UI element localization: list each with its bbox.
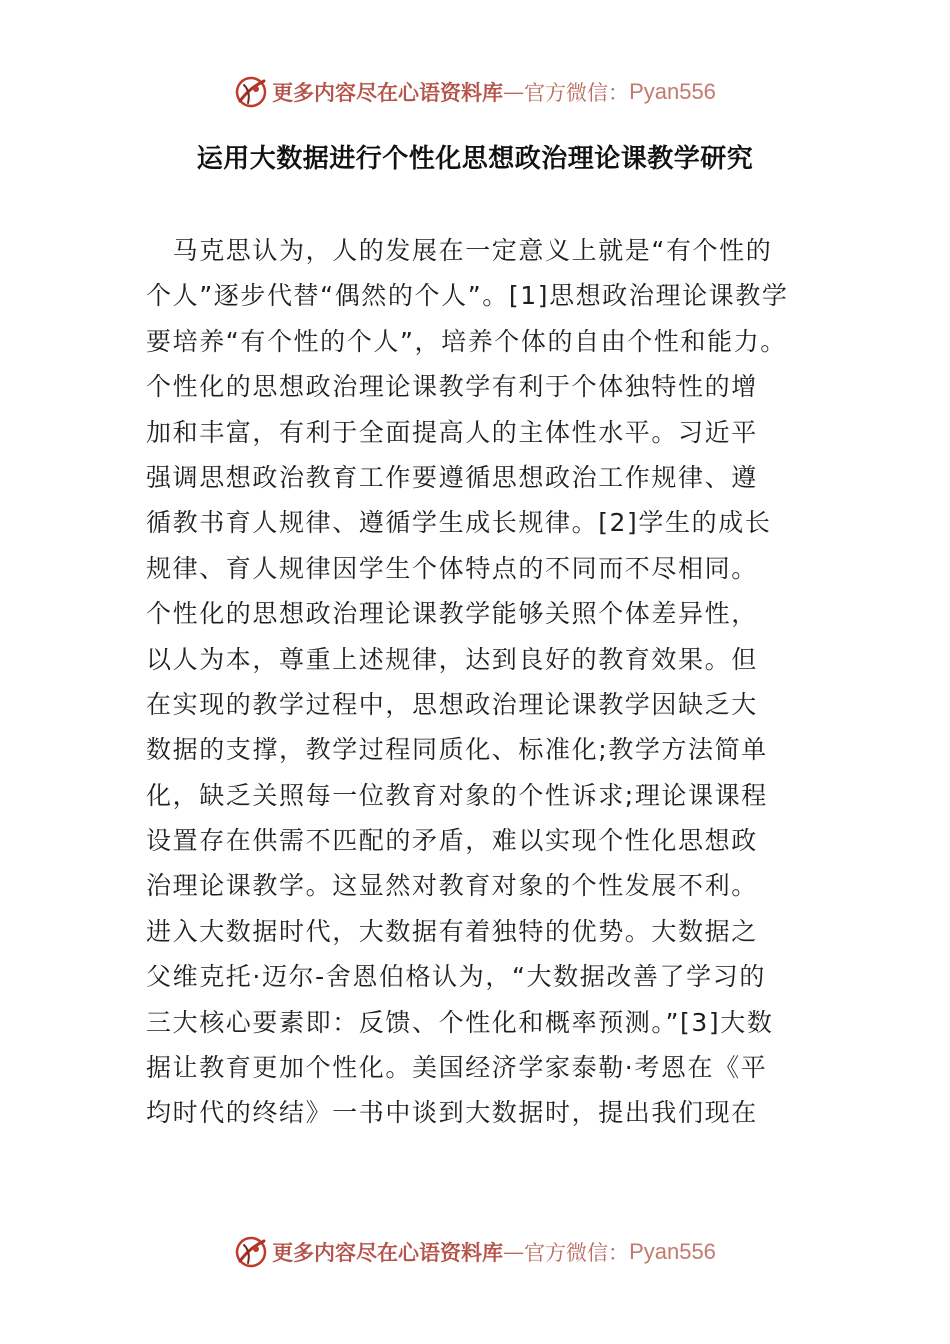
body-line: 个性化的思想政治理论课教学能够关照个体差异性，	[146, 599, 758, 629]
banner-wechat-id: Pyan556	[629, 79, 716, 104]
body-line: 三大核心要素即：反馈、个性化和概率预测。”[3]大数	[146, 1007, 774, 1037]
document-body	[146, 228, 806, 1136]
body-line: 要培养“有个性的个人”，培养个体的自由个性和能力。	[146, 326, 787, 356]
footer-wechat-label: 官方微信：	[524, 1241, 630, 1265]
brand-logo-icon	[234, 75, 268, 109]
banner-separator: —	[503, 80, 525, 104]
body-line: 进入大数据时代，大数据有着独特的优势。大数据之	[146, 916, 758, 946]
body-line: 治理论课教学。这显然对教育对象的个性发展不利。	[146, 871, 758, 901]
body-line: 数据的支撑，教学过程同质化、标准化;教学方法简单	[146, 735, 768, 765]
footer-brand-text: 更多内容尽在心语资料库	[272, 1240, 504, 1265]
footer-separator: —	[503, 1240, 525, 1264]
body-line: 父维克托·迈尔-舍恩伯格认为，“大数据改善了学习的	[146, 962, 766, 992]
body-line: 循教书育人规律、遵循学生成长规律。[2]学生的成长	[146, 508, 772, 538]
body-line: 均时代的终结》一书中谈到大数据时，提出我们现在	[146, 1098, 758, 1128]
body-line: 强调思想政治教育工作要遵循思想政治工作规律、遵	[146, 462, 758, 492]
body-line: 加和丰富，有利于全面提高人的主体性水平。习近平	[146, 417, 758, 447]
header-banner	[0, 72, 950, 112]
banner-wechat-label: 官方微信：	[524, 81, 630, 105]
body-line: 规律、育人规律因学生个体特点的不同而不尽相同。	[146, 553, 758, 583]
body-line: 马克思认为，人的发展在一定意义上就是“有个性的	[146, 236, 773, 265]
document-title: 运用大数据进行个性化思想政治理论课教学研究	[196, 144, 754, 174]
body-line: 个人”逐步代替“偶然的个人”。[1]思想政治理论课教学	[146, 281, 789, 311]
body-line: 化，缺乏关照每一位教育对象的个性诉求;理论课课程	[146, 780, 768, 810]
body-line: 个性化的思想政治理论课教学有利于个体独特性的增	[146, 372, 758, 402]
banner-brand-text: 更多内容尽在心语资料库	[272, 80, 504, 105]
body-line: 设置存在供需不匹配的矛盾，难以实现个性化思想政	[146, 826, 758, 856]
brand-logo-icon	[234, 1235, 268, 1269]
footer-banner	[0, 1232, 950, 1272]
body-line: 据让教育更加个性化。美国经济学家泰勒·考恩在《平	[146, 1053, 768, 1083]
body-line: 以人为本，尊重上述规律，达到良好的教育效果。但	[146, 644, 758, 674]
body-line: 在实现的教学过程中，思想政治理论课教学因缺乏大	[146, 689, 758, 719]
footer-wechat-id: Pyan556	[629, 1239, 716, 1264]
